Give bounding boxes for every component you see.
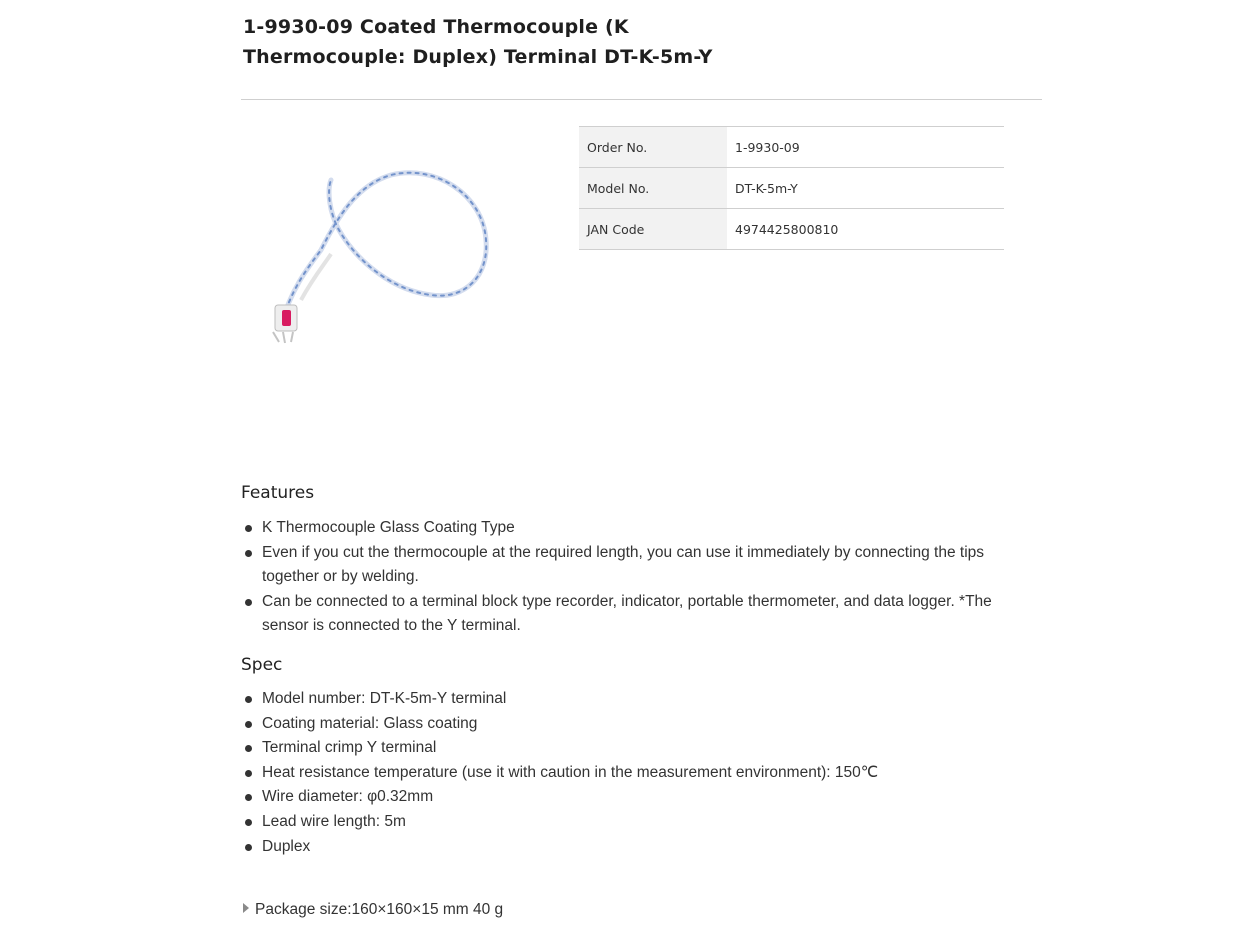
y-terminal-connector [273,305,297,343]
list-item [241,590,1041,639]
title-divider [241,99,1042,100]
table-cell-label: JAN Code [579,209,727,250]
table-row [579,209,1004,250]
list-item [241,516,1041,541]
list-item-text: Even if you cut the thermocouple at the required length, you can use it immediately by connecting the tips together or by welding. [262,543,985,586]
list-item [241,761,1041,786]
arrow-right-icon [243,903,249,913]
table-row [579,168,1004,209]
table-cell-value: 4974425800810 [727,209,1004,250]
bullet-icon [245,770,252,777]
list-item [241,810,1041,835]
table-row [579,127,1004,168]
list-item [241,785,1041,810]
product-title-line-2: Thermocouple: Duplex) Terminal DT-K-5m-Y [243,46,713,68]
list-item-text: Lead wire length: 5m [262,812,406,830]
table-cell-label: Order No. [579,127,727,168]
list-item-text: Wire diameter: φ0.32mm [262,788,434,806]
list-item [241,687,1041,712]
package-size-text: Package size:160×160×15 mm 40 g [255,901,504,918]
features-heading: Features [241,483,315,503]
bullet-icon [245,550,252,557]
bullet-icon [245,599,252,606]
bullet-icon [245,721,252,728]
list-item [241,835,1041,860]
table-cell-label: Model No. [579,168,727,209]
list-item-text: Duplex [262,837,311,855]
list-item-text: K Thermocouple Glass Coating Type [262,519,515,536]
list-item-text: Can be connected to a terminal block type recorder, indicator, portable thermometer, and data logger. *The sensor is connected to the Y terminal. [262,592,992,635]
thermocouple-wire [281,173,486,325]
list-item-text: Heat resistance temperature (use it with caution in the measurement environment): 150℃ [262,763,879,781]
product-title-line-1: 1-9930-09 Coated Thermocouple (K [243,16,629,38]
table-cell-value: 1-9930-09 [727,127,1004,168]
list-item [241,541,1041,590]
bullet-icon [245,819,252,826]
list-item-text: Terminal crimp Y terminal [262,739,437,757]
list-item [241,736,1041,761]
bullet-icon [245,745,252,752]
list-item-text: Coating material: Glass coating [262,714,478,732]
bullet-icon [245,794,252,801]
features-list [241,516,1041,639]
bullet-icon [245,844,252,851]
list-item-text: Model number: DT-K-5m-Y terminal [262,690,507,707]
bullet-icon [245,696,252,703]
package-info [241,898,503,922]
product-title [243,12,803,72]
product-info-table [579,126,1004,250]
product-image [261,150,521,350]
bullet-icon [245,525,252,532]
table-cell-value: DT-K-5m-Y [727,168,1004,209]
list-item [241,712,1041,737]
spec-heading: Spec [241,655,283,675]
spec-list [241,687,1041,859]
